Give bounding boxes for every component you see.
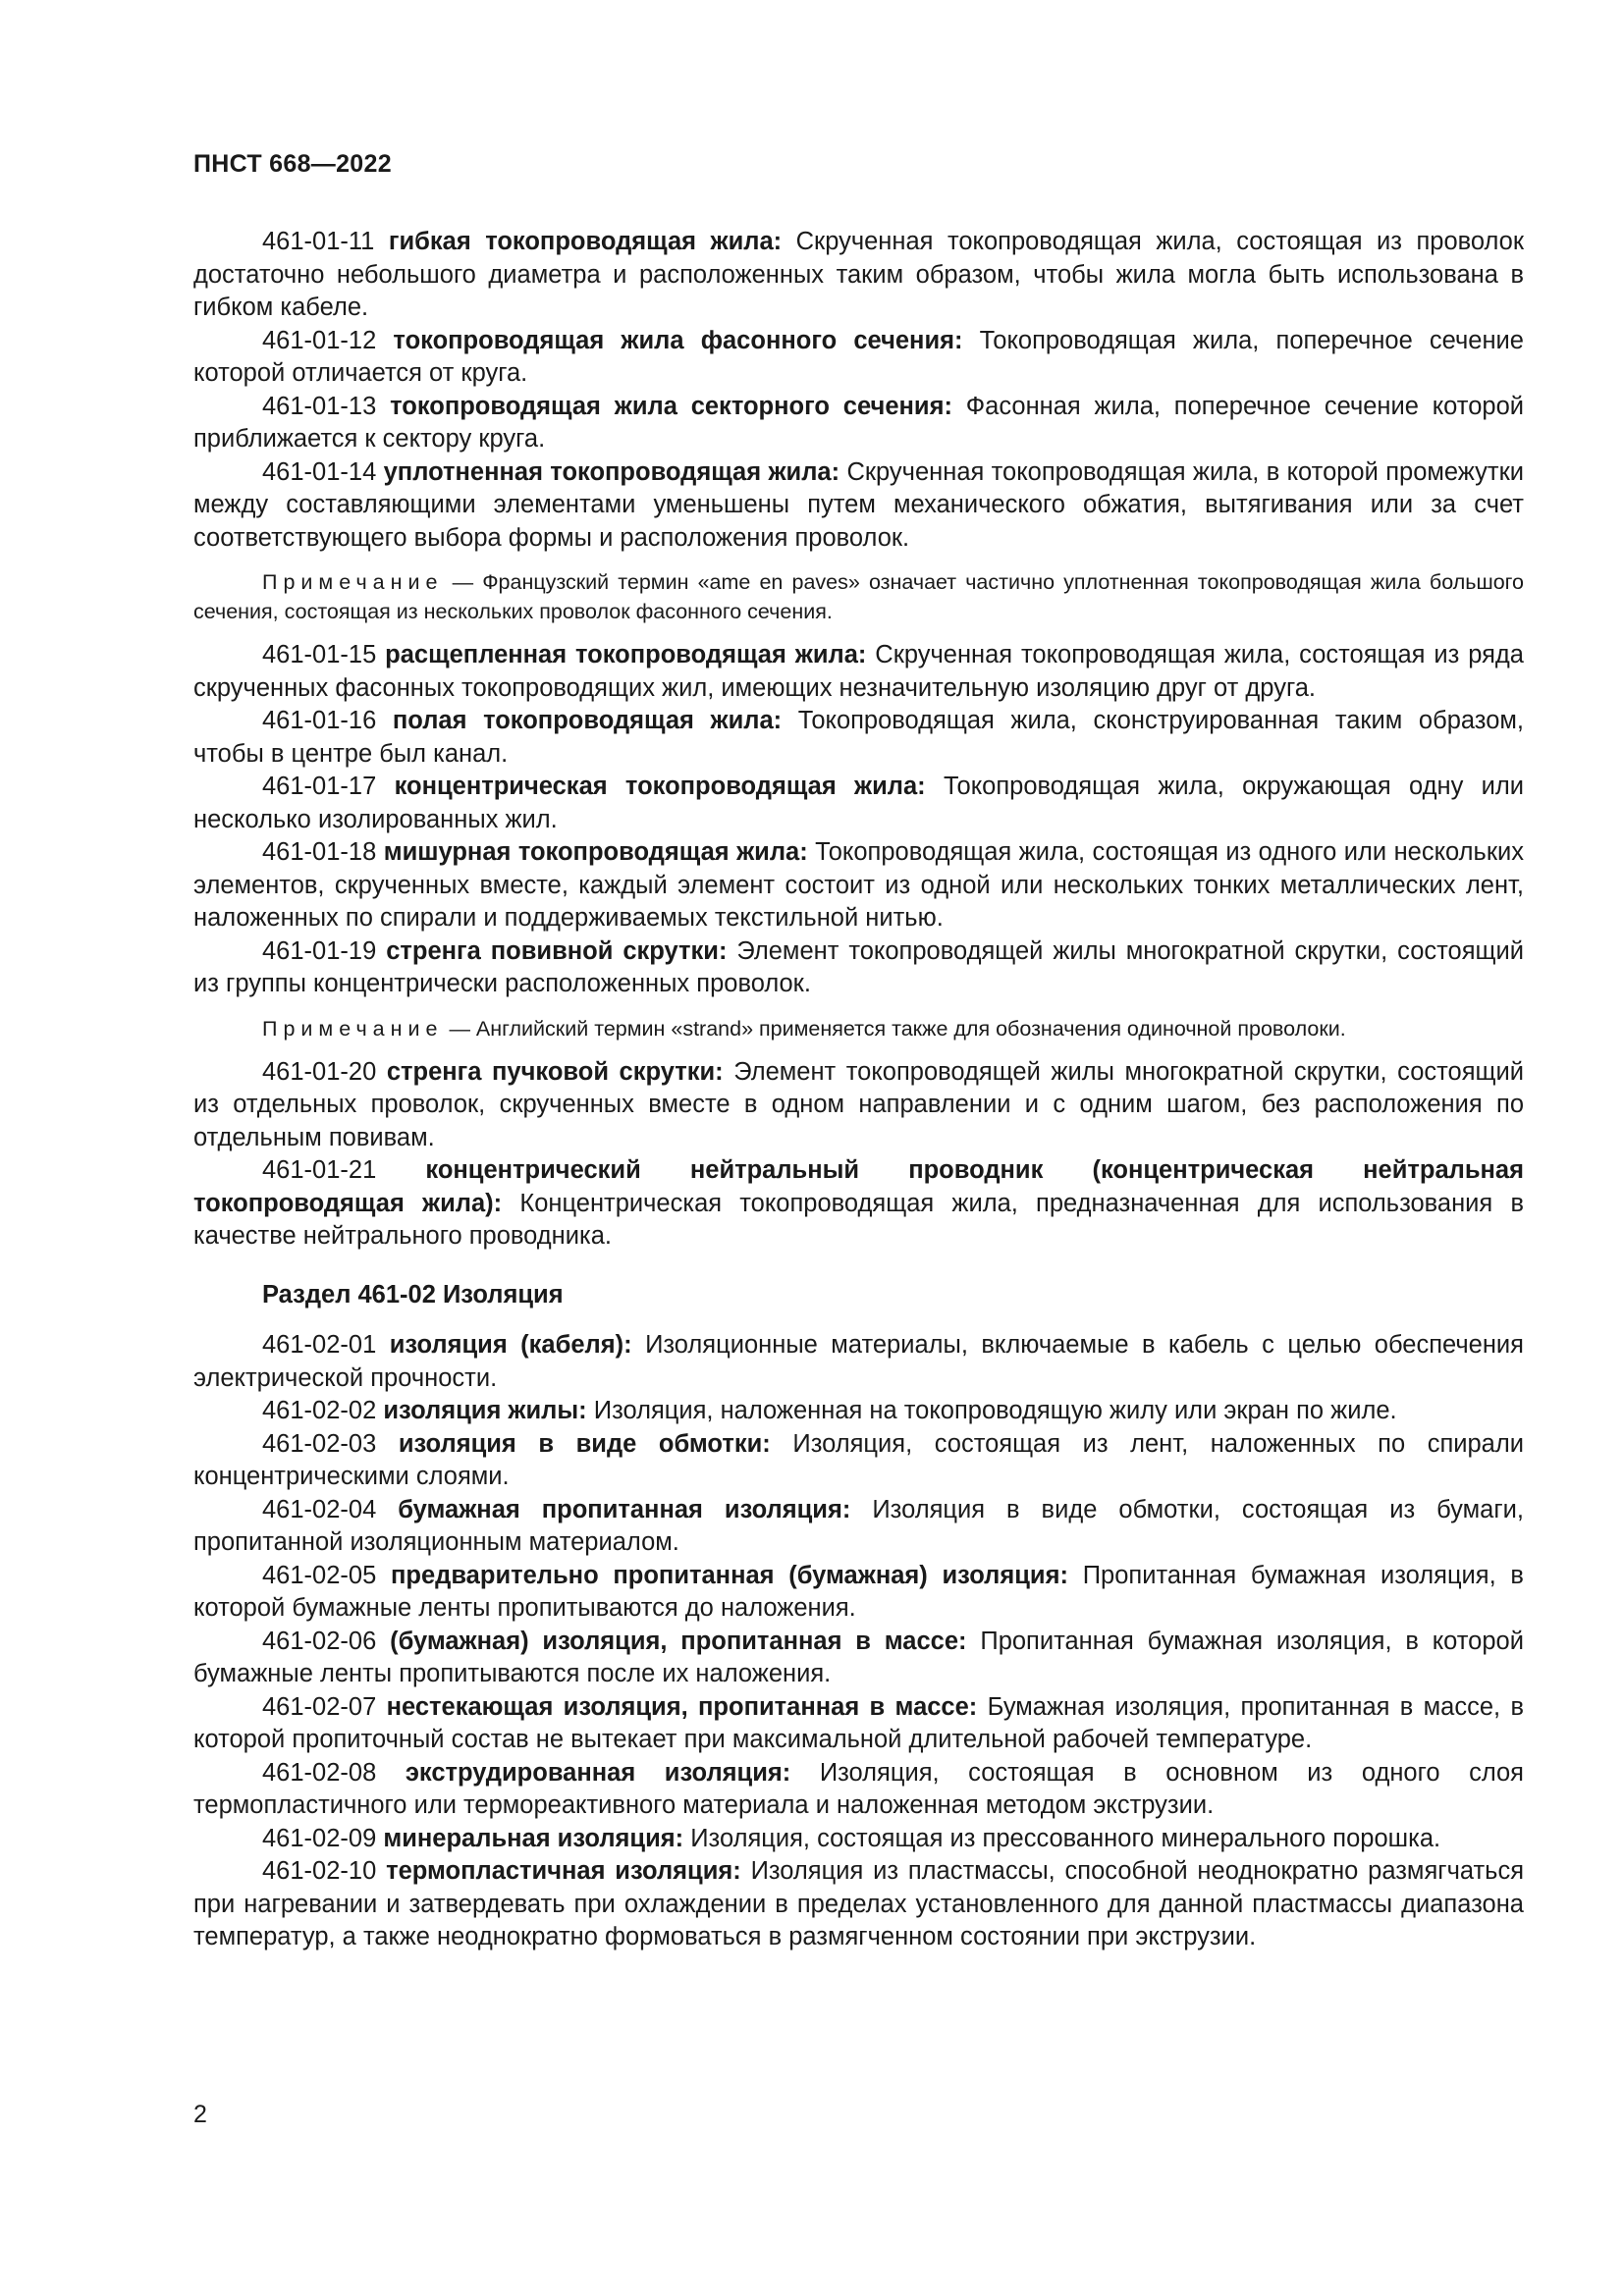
term-entry: [193, 391, 1524, 456]
term-number: 461-02-09: [262, 1824, 377, 1852]
term-number: 461-01-11: [262, 228, 375, 255]
term-entry: [193, 639, 1524, 705]
term-title: гибкая токопроводящая жила:: [388, 228, 783, 255]
term-number: 461-02-10: [262, 1857, 377, 1885]
note-text: — Французский термин «ame en paves» означает частично уплотненная токопроводящая жила большого сечения, состоящая из нескольких проволок фасонного сечения.: [193, 570, 1524, 623]
term-number: 461-02-08: [262, 1758, 377, 1787]
term-title: полая токопроводящая жила:: [392, 707, 783, 734]
term-title: минеральная изоляция:: [383, 1824, 684, 1852]
term-entry: [193, 935, 1524, 1001]
term-number: 461-01-14: [262, 457, 377, 486]
term-title: (бумажная) изоляция, пропитанная в массе:: [390, 1627, 967, 1655]
term-definition: Изоляция в виде обмотки, состоящая из бумаги, пропитанной изоляционным материалом.: [193, 1495, 1524, 1556]
term-definition: Пропитанная бумажная изоляция, в которой бумажные ленты пропитываются после их наложения.: [193, 1627, 1524, 1687]
term-title: экструдированная изоляция:: [405, 1758, 791, 1787]
term-number: 461-02-01: [262, 1331, 377, 1359]
term-title: мишурная токопроводящая жила:: [383, 838, 808, 866]
term-entry: [193, 1056, 1524, 1155]
term-definition: Токопроводящая жила, сконструированная таким образом, чтобы в центре был канал.: [193, 707, 1524, 768]
term-entry: [193, 705, 1524, 771]
term-definition: Изоляция, состоящая из лент, наложенных по спирали концентрическими слоями.: [193, 1429, 1524, 1490]
term-title: токопроводящая жила секторного сечения:: [390, 392, 952, 420]
term-title: изоляция жилы:: [383, 1397, 587, 1424]
term-entry: [193, 1329, 1524, 1395]
term-definition: Изоляция, состоящая в основном из одного слоя термопластичного или термореактивного материала и наложенная методом экструзии.: [193, 1758, 1524, 1819]
term-number: 461-01-19: [262, 936, 377, 965]
term-entry: [193, 325, 1524, 391]
note-text: — Английский термин «strand» применяется также для обозначения одиночной проволоки.: [449, 1016, 1346, 1041]
note-2: [193, 1014, 1524, 1043]
term-entry: [193, 1494, 1524, 1560]
term-definition: Пропитанная бумажная изоляция, в которой бумажные ленты пропитываются до наложения.: [193, 1561, 1524, 1622]
term-number: 461-02-03: [262, 1429, 377, 1458]
term-definition: Скрученная токопроводящая жила, состоящая из ряда скрученных фасонных токопроводящих жил, имеющих незначительную изоляцию друг от друга.: [193, 641, 1524, 702]
term-entry: [193, 1823, 1524, 1856]
term-entry: [193, 771, 1524, 836]
term-title: концентрическая токопроводящая жила:: [394, 773, 926, 800]
term-definition: Изоляция из пластмассы, способной неоднократно размягчаться при нагревании и затвердевать при охлаждении в пределах установленного для данной пластмассы диапазона температур, а также неоднократно формоваться в размягченном состоянии при экструзии.: [193, 1857, 1524, 1950]
page-number: 2: [193, 2101, 207, 2128]
note-1: [193, 567, 1524, 626]
term-definition: Изоляция, состоящая из прессованного минерального порошка.: [690, 1824, 1441, 1852]
entries-group-conductors-3: [193, 1056, 1524, 1254]
entries-group-insulation: [193, 1329, 1524, 1954]
term-title: бумажная пропитанная изоляция:: [398, 1495, 851, 1523]
term-definition: Концентрическая токопроводящая жила, предназначенная для использования в качестве нейтрального проводника.: [193, 1189, 1524, 1250]
term-entry: [193, 1154, 1524, 1254]
term-entry: [193, 226, 1524, 325]
note-label: Примечание: [262, 570, 444, 594]
term-definition: Скрученная токопроводящая жила, в которой промежутки между составляющими элементами уменьшены путем механического обжатия, вытягивания или за счет соответствующего выбора формы и расположения проволок.: [193, 457, 1524, 552]
term-definition: Фасонная жила, поперечное сечение которой приближается к сектору круга.: [193, 392, 1524, 453]
term-definition: Токопроводящая жила, состоящая из одного или нескольких элементов, скрученных вместе, каждый элемент состоит из одной или нескольких тонких металлических лент, наложенных по спирали и поддерживаемых текстильной нитью.: [193, 838, 1524, 932]
term-title: концентрический нейтральный проводник (концентрическая нейтральная токопроводящая жила):: [193, 1156, 1524, 1217]
term-title: стренга пучковой скрутки:: [386, 1057, 724, 1086]
term-number: 461-01-21: [262, 1156, 377, 1184]
note-label: Примечание: [262, 1016, 444, 1041]
entries-group-conductors-1: [193, 226, 1524, 555]
term-entry: [193, 836, 1524, 935]
term-definition: Токопроводящая жила, поперечное сечение которой отличается от круга.: [193, 326, 1524, 387]
term-entry: [193, 1395, 1524, 1428]
term-number: 461-01-15: [262, 641, 377, 668]
term-title: изоляция в виде обмотки:: [398, 1429, 771, 1458]
section-title: Раздел 461-02 Изоляция: [262, 1280, 564, 1308]
term-number: 461-02-05: [262, 1561, 377, 1589]
term-definition: Скрученная токопроводящая жила, состоящая из проволок достаточно небольшого диаметра и расположенных таким образом, чтобы жила могла быть использована в гибком кабеле.: [193, 228, 1525, 321]
term-number: 461-02-04: [262, 1495, 377, 1523]
term-title: уплотненная токопроводящая жила:: [383, 457, 840, 486]
term-number: 461-02-02: [262, 1397, 377, 1424]
term-number: 461-01-12: [262, 326, 377, 354]
term-title: предварительно пропитанная (бумажная) изоляция:: [391, 1561, 1068, 1589]
term-number: 461-02-06: [262, 1627, 377, 1655]
document-code: ПНСТ 668—2022: [193, 150, 392, 178]
term-title: расщепленная токопроводящая жила:: [385, 641, 867, 668]
term-entry: [193, 1428, 1524, 1494]
term-number: 461-01-13: [262, 392, 377, 420]
term-definition: Изоляционные материалы, включаемые в кабель с целью обеспечения электрической прочности.: [193, 1331, 1524, 1392]
term-entry: [193, 1691, 1524, 1757]
term-entry: [193, 456, 1524, 556]
term-title: стренга повивной скрутки:: [386, 936, 728, 965]
term-title: изоляция (кабеля):: [389, 1331, 632, 1359]
term-number: 461-01-16: [262, 707, 377, 734]
term-number: 461-01-17: [262, 773, 377, 800]
term-number: 461-02-07: [262, 1692, 377, 1721]
term-title: токопроводящая жила фасонного сечения:: [393, 326, 963, 354]
term-definition: Изоляция, наложенная на токопроводящую жилу или экран по жиле.: [593, 1397, 1397, 1424]
term-entry: [193, 1757, 1524, 1823]
term-definition: Токопроводящая жила, окружающая одну или несколько изолированных жил.: [193, 773, 1524, 833]
term-entry: [193, 1560, 1524, 1626]
term-number: 461-01-18: [262, 838, 377, 866]
document-body: [193, 226, 1524, 1954]
term-title: термопластичная изоляция:: [386, 1857, 741, 1885]
term-definition: Бумажная изоляция, пропитанная в массе, в которой пропиточный состав не вытекает при максимальной длительной рабочей температуре.: [193, 1692, 1525, 1753]
term-number: 461-01-20: [262, 1057, 377, 1086]
term-definition: Элемент токопроводящей жилы многократной скрутки, состоящий из группы концентрически расположенных проволок.: [193, 936, 1525, 997]
entries-group-conductors-2: [193, 639, 1524, 1001]
term-definition: Элемент токопроводящей жилы многократной скрутки, состоящий из отдельных проволок, скрученных вместе в одном направлении и с одним шагом, без расположения по отдельным повивам.: [193, 1057, 1524, 1151]
term-title: нестекающая изоляция, пропитанная в массе:: [386, 1692, 978, 1721]
term-entry: [193, 1855, 1524, 1954]
term-entry: [193, 1626, 1524, 1691]
